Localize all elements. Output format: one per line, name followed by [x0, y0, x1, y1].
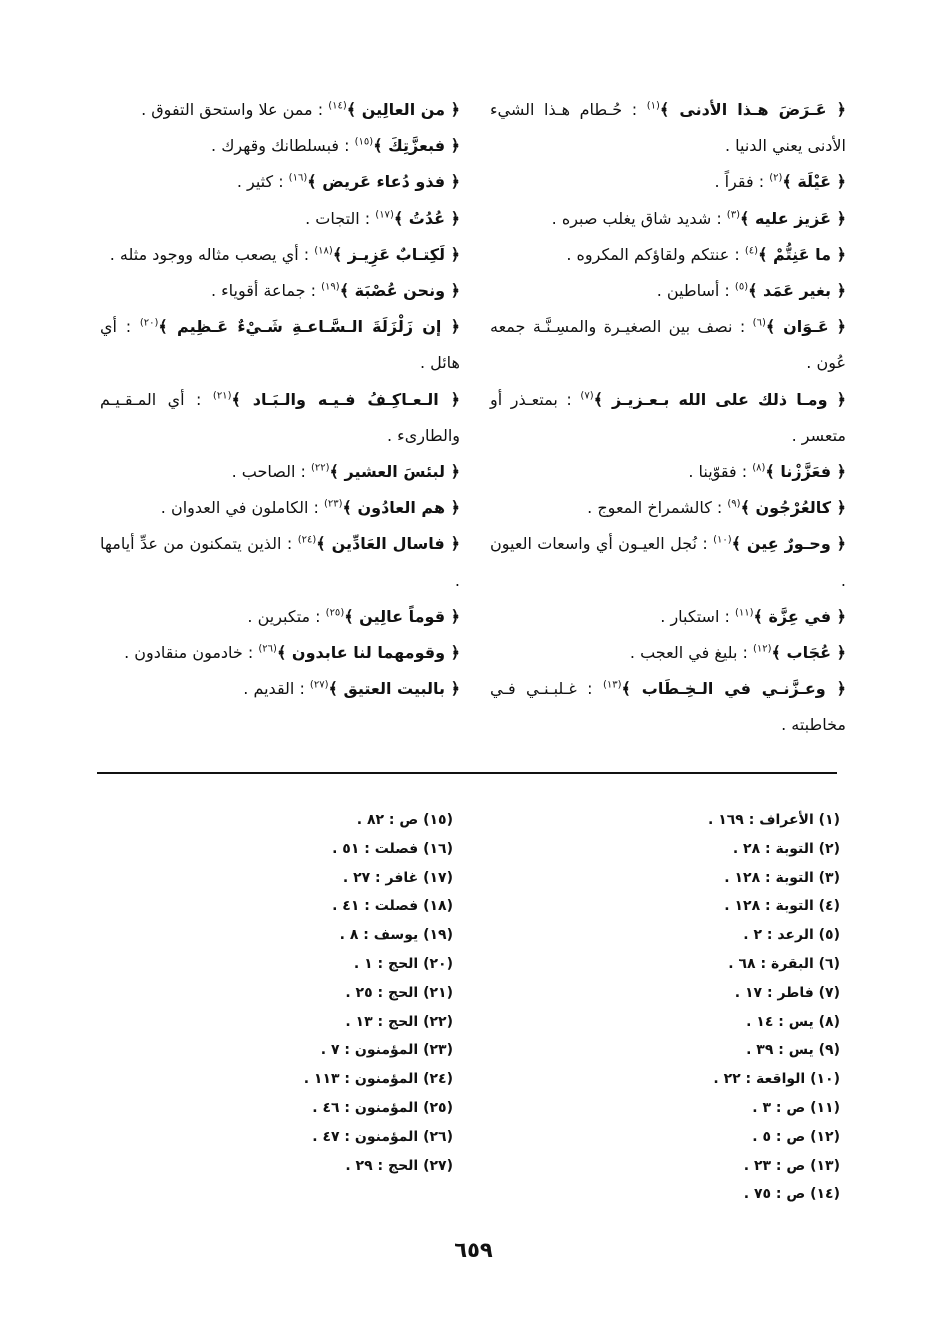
entry-term: فعَزَّزْنا [780, 462, 832, 482]
glossary-entry: ﴿ عَـوَان ﴾$^{(٦)}$ : نصف بين الصغيـرة والمسِـنَّـة جمعه عُون . [490, 317, 846, 373]
page-number: ٦٥٩ [454, 1238, 493, 1262]
entry-definition: : عنتكم ولقاؤكم المكروه . [566, 244, 740, 264]
footnote-ref: (٢) [769, 173, 783, 185]
glossary-entry: ﴿ ونحن عُصْبَة ﴾$^{(١٩)}$ : جماعة أقوياء . [210, 281, 460, 301]
footnote: (١٢) ص : ٥ . [752, 1128, 840, 1145]
glossary-entry: ﴿ في عِزَّة ﴾$^{(١١)}$ : استكبار . [660, 606, 846, 626]
glossary-entry: ﴿ وقومهما لنا عابدون ﴾$^{(٢٦)}$ : خادمون منقادون . [124, 643, 460, 663]
footnote-ref: (١٢) [752, 643, 772, 655]
glossary-entry: ﴿ عُجَاب ﴾$^{(١٢)}$ : بليغ في العجب . [629, 643, 846, 663]
glossary-entry: ﴿ قوماً عالِين ﴾$^{(٢٥)}$ : متكبرين . [247, 606, 460, 626]
footnote: (١٧) غافر : ٢٧ . [342, 869, 453, 886]
footnote-ref: (٢٧) [309, 679, 329, 691]
footnote: (٥) الرعد : ٢ . [743, 927, 840, 944]
entry-term: فبعزَّتِكَ [388, 136, 446, 156]
footnote: (١٠) الواقعة : ٢٢ . [713, 1071, 840, 1088]
entry-term: عُجَاب [786, 643, 832, 663]
glossary-column-left [100, 92, 460, 707]
footnote-ref: (٩) [727, 498, 741, 510]
glossary-entry: ﴿ وحـورٌ عِين ﴾$^{(١٠)}$ : نُجل العيـون أي واسعات العيون . [490, 534, 846, 590]
footnotes-left [200, 806, 453, 1180]
entry-term: ما عَنِتُّمْ [773, 244, 832, 264]
footnote-ref: (٧) [580, 390, 594, 402]
entry-definition: : كالشمراخ المعوج . [587, 498, 723, 518]
footnote-ref: (٨) [752, 462, 766, 474]
footnote: (١٤) ص : ٧٥ . [743, 1186, 840, 1203]
entry-term: في عِزَّة [768, 606, 832, 626]
entry-term: إن زَلْزَلَةَ الـسَّـاعـةِ شَـيْءٌ عَـظِيم [177, 317, 442, 337]
entry-definition: : نُجل العيـون أي واسعات العيون . [490, 534, 846, 590]
glossary-entry: ﴿ عَيْلَة ﴾$^{(٢)}$ : فقراً . [714, 172, 846, 192]
footnote-divider [97, 772, 837, 774]
glossary-entry: ﴿ الـعـاكِـفُ فـيـه والـبَـاد ﴾$^{(٢١)}$ : أي المـقـيـم والطارىء . [100, 389, 461, 445]
glossary-entry: ﴿ كالعُرْجُون ﴾$^{(٩)}$ : كالشمراخ المعوج . [587, 498, 846, 518]
glossary-entry: ﴿ لبئسَ العشير ﴾$^{(٢٢)}$ : الصاحب . [231, 462, 460, 482]
footnote: (٦) البقرة : ٦٨ . [728, 955, 840, 972]
entry-term: وعـزَّنـي في الـخِـطَاب [641, 679, 826, 699]
entry-definition: : خادمون منقادون . [124, 643, 254, 663]
footnote: (٢٧) الحج : ٢٩ . [345, 1157, 453, 1174]
glossary-entry: ﴿ عَـرَضَ هـذا الأدنى ﴾$^{(١)}$ : حُـطام هـذا الشيء الأدنى يعني الدنيا . [490, 100, 846, 156]
footnote-ref: (٢٤) [297, 535, 317, 547]
footnote-ref: (١٥) [354, 136, 374, 148]
footnote: (٢٣) المؤمنون : ٧ . [320, 1042, 453, 1059]
entry-definition: : بمتعـذر أو متعسر . [490, 389, 846, 445]
entry-definition: : فقراً . [714, 172, 765, 192]
entry-term: فذو دُعاء عَريض [322, 172, 446, 192]
glossary-entry: ﴿ هم العادُون ﴾$^{(٢٣)}$ : الكاملون في العدوان . [160, 498, 460, 518]
glossary-entry: ﴿ ومـا ذلك على الله بـعـزيـز ﴾$^{(٧)}$ : بمتعـذر أو متعسر . [490, 389, 846, 445]
footnote-ref: (١٠) [713, 535, 732, 547]
entry-definition: : ممن علا واستحق التفوق . [141, 100, 324, 119]
footnote: (٧) فاطر : ١٧ . [734, 984, 840, 1001]
entry-term: لَكِتـابٌ عَزِيـز [347, 244, 446, 264]
footnote: (١٨) فصلت : ٤١ . [332, 898, 453, 915]
footnote-ref: (١) [646, 100, 660, 112]
footnote-ref: (١٨) [314, 245, 333, 257]
glossary-entry: ﴿ بالبيت العتيق ﴾$^{(٢٧)}$ : القديم . [243, 679, 460, 699]
entry-definition: : جماعة أقوياء . [210, 281, 317, 301]
glossary-entry: ﴿ فاسال العَادِّين ﴾$^{(٢٤)}$ : الذين يتمكنون من عدِّ أيامها . [100, 534, 461, 590]
entry-term: ومـا ذلك على الله بـعـزيـز [612, 389, 828, 409]
entry-definition: : الكاملون في العدوان . [160, 498, 319, 518]
footnote-ref: (٢١) [212, 390, 232, 402]
glossary-entry: ﴿ فذو دُعاء عَريض ﴾$^{(١٦)}$ : كثير . [236, 172, 460, 192]
entry-term: قوماً عالِين [359, 606, 446, 626]
glossary-entry: ﴿ فبعزَّتِكَ ﴾$^{(١٥)}$ : فبسلطانك وقهرك . [211, 136, 460, 156]
entry-definition: : شديد شاق يغلب صبره . [551, 208, 722, 228]
footnote-ref: (٢٢) [310, 462, 330, 474]
footnote: (١٥) ص : ٨٢ . [356, 812, 453, 828]
footnote: (٢٥) المؤمنون : ٤٦ . [312, 1099, 453, 1116]
footnote: (١) الأعراف : ١٦٩ . [708, 812, 840, 828]
glossary-entry: ﴿ بغير عَمَد ﴾$^{(٥)}$ : أساطين . [656, 281, 846, 301]
entry-definition: : أي هائل . [100, 317, 460, 373]
footnote-ref: (٥) [734, 281, 749, 293]
entry-definition: : كثير . [236, 172, 284, 192]
entry-term: لبئسَ العشير [344, 462, 446, 482]
entry-term: بالبيت العتيق [343, 679, 446, 699]
footnote: (١١) ص : ٣ . [752, 1099, 840, 1116]
footnote-ref: (٢٠) [139, 317, 159, 329]
footnote: (٢١) الحج : ٢٥ . [345, 984, 453, 1001]
footnotes-right [560, 806, 840, 1209]
entry-definition: : الصاحب . [231, 462, 306, 482]
entry-term: بغير عَمَد [763, 281, 832, 301]
footnote-ref: (١٧) [375, 209, 394, 221]
entry-definition: : استكبار . [660, 606, 730, 626]
footnote-ref: (٤) [744, 245, 759, 257]
footnote-ref: (٣) [726, 209, 740, 221]
glossary-entry: ﴿ لَكِتـابٌ عَزِيـز ﴾$^{(١٨)}$ : أي يصعب مثاله ووجود مثله . [109, 244, 460, 264]
entry-term: الـعـاكِـفُ فـيـه والـبَـاد [252, 389, 439, 409]
entry-definition: : الذين يتمكنون من عدِّ أيامها . [100, 534, 460, 590]
footnote: (٢٤) المؤمنون : ١١٣ . [303, 1071, 453, 1088]
entry-term: هم العادُون [357, 498, 446, 518]
entry-term: كالعُرْجُون [755, 498, 832, 518]
footnote-ref: (٦) [752, 317, 766, 329]
glossary-entry: ﴿ عَزيز عليه ﴾$^{(٣)}$ : شديد شاق يغلب صبره . [551, 208, 846, 228]
glossary-column-right [490, 92, 846, 744]
footnote-ref: (١١) [734, 607, 754, 619]
footnote: (٢٠) الحج : ١ . [353, 955, 453, 972]
entry-definition: : غـلبـنـي فـي مخاطبته . [490, 679, 846, 735]
entry-definition: : بليغ في العجب . [629, 643, 748, 663]
entry-term: من العالِين [361, 100, 446, 119]
footnote-ref: (١٦) [288, 173, 308, 185]
footnote: (٢٦) المؤمنون : ٤٧ . [312, 1128, 453, 1145]
footnote: (٢٢) الحج : ١٣ . [345, 1013, 453, 1030]
entry-term: عَيْلَة [797, 172, 832, 192]
entry-definition: : التجات . [305, 208, 371, 228]
footnote: (١٣) ص : ٢٣ . [743, 1157, 840, 1174]
footnote-ref: (٢٥) [325, 607, 345, 619]
entry-definition: : فبسلطانك وقهرك . [211, 136, 350, 156]
entry-definition: : متكبرين . [247, 606, 321, 626]
footnote-ref: (١٩) [321, 281, 340, 293]
entry-term: عَـرَضَ هـذا الأدنى [679, 100, 827, 119]
glossary-entry: ﴿ ما عَنِتُّمْ ﴾$^{(٤)}$ : عنتكم ولقاؤكم المكروه . [566, 244, 846, 264]
entry-term: وقومهما لنا عابدون [291, 643, 446, 663]
glossary-entry: ﴿ من العالِين ﴾$^{(١٤)}$ : ممن علا واستحق التفوق . [141, 100, 460, 119]
entry-definition: : أساطين . [656, 281, 730, 301]
footnote-ref: (٢٦) [258, 643, 277, 655]
entry-term: عَـوَان [783, 317, 829, 337]
entry-definition: : القديم . [243, 679, 305, 699]
entry-definition: : أي المـقـيـم والطارىء . [100, 389, 460, 445]
entry-definition: : حُـطام هـذا الشيء الأدنى يعني الدنيا . [490, 100, 846, 156]
entry-definition: : فقوّينا . [688, 462, 748, 482]
footnote: (٢) التوبة : ٢٨ . [732, 840, 840, 857]
glossary-entry: ﴿ عُدُتُ ﴾$^{(١٧)}$ : التجات . [305, 208, 460, 228]
glossary-entry: ﴿ وعـزَّنـي في الـخِـطَاب ﴾$^{(١٣)}$ : غـلبـنـي فـي مخاطبته . [490, 679, 846, 735]
glossary-entry: ﴿ إن زَلْزَلَةَ الـسَّـاعـةِ شَـيْءٌ عَـظِيم ﴾$^{(٢٠)}$ : أي هائل . [100, 317, 461, 373]
footnote: (١٦) فصلت : ٥١ . [332, 840, 453, 857]
footnote: (٤) التوبة : ١٢٨ . [724, 898, 840, 915]
entry-definition: : أي يصعب مثاله ووجود مثله . [109, 244, 310, 264]
entry-term: عُدُتُ [408, 208, 446, 228]
footnote: (١٩) يوسف : ٨ . [339, 927, 453, 944]
entry-term: ونحن عُصْبَة [354, 281, 446, 301]
glossary-entry: ﴿ فعَزَّزْنا ﴾$^{(٨)}$ : فقوّينا . [688, 462, 846, 482]
entry-term: فاسال العَادِّين [331, 534, 445, 554]
footnote: (٨) يس : ١٤ . [746, 1013, 840, 1030]
footnote-ref: (١٤) [328, 100, 347, 112]
footnote: (٩) يس : ٣٩ . [746, 1042, 840, 1059]
entry-definition: : نصف بين الصغيـرة والمسِـنَّـة جمعه عُون . [490, 317, 846, 373]
footnote: (٣) التوبة : ١٢٨ . [724, 869, 840, 886]
footnote-ref: (١٣) [602, 679, 622, 691]
entry-term: عَزيز عليه [754, 208, 832, 228]
entry-term: وحـورٌ عِين [746, 534, 831, 554]
footnote-ref: (٢٣) [323, 498, 343, 510]
